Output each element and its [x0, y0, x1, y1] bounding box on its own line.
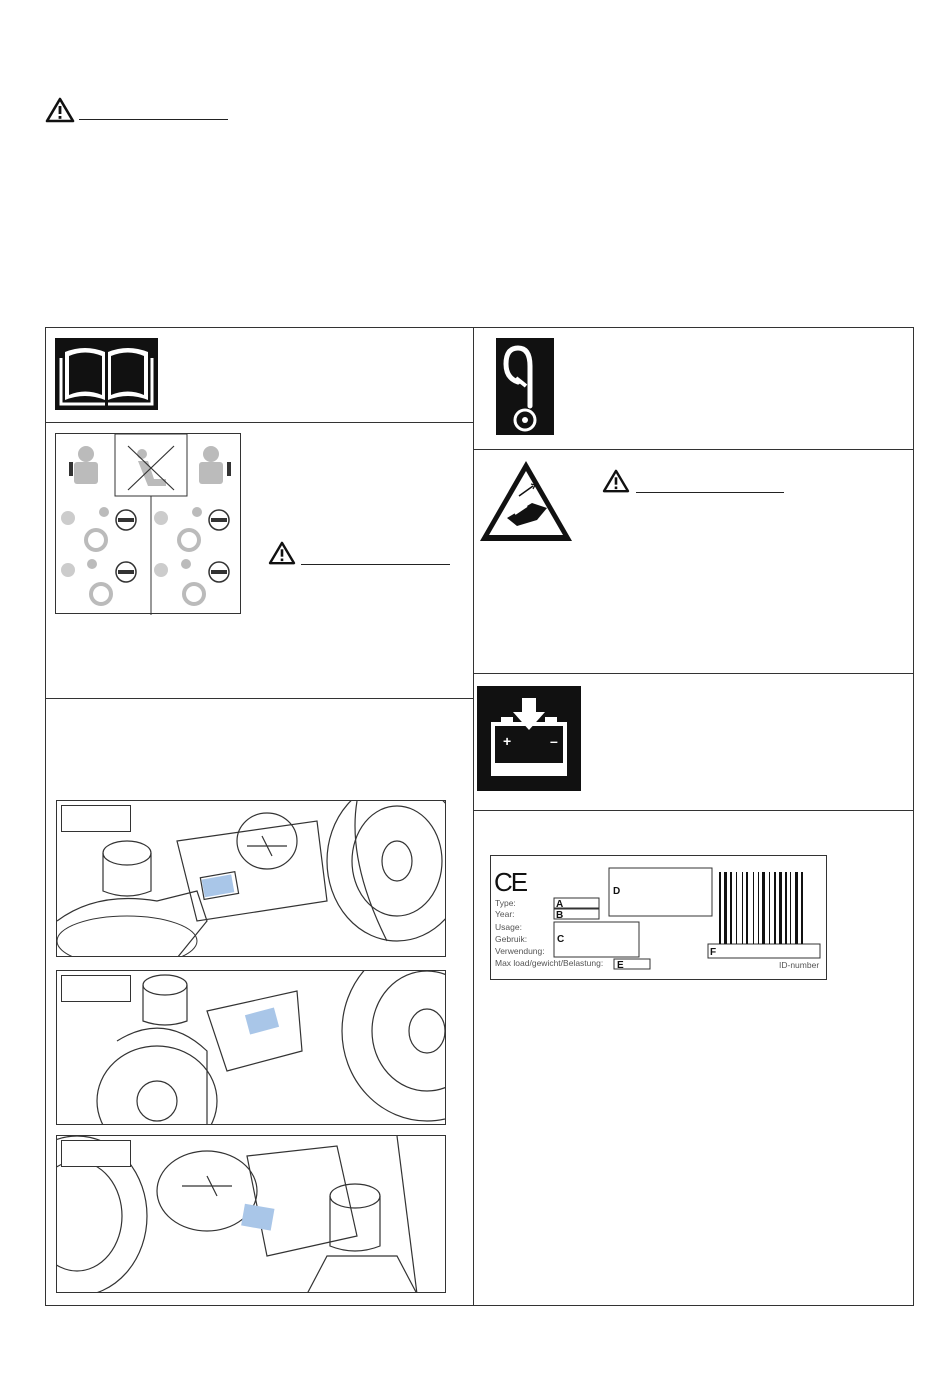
row-divider: [473, 449, 914, 450]
freewheel-lever-diagram: [55, 433, 241, 614]
battery-photo-1: [56, 800, 446, 957]
warning-icon: [268, 541, 296, 570]
barcode-bar: [730, 872, 732, 944]
barcode-bar: [795, 872, 798, 944]
warning-line: [636, 492, 784, 493]
barcode-bar: [769, 872, 770, 944]
ce-mark: CE: [494, 867, 527, 897]
barcode-bar: [774, 872, 776, 944]
warning-line: [301, 564, 450, 565]
header-warning-line: [79, 119, 228, 120]
svg-text:+: +: [503, 733, 512, 749]
field-usage: Usage:: [495, 922, 522, 932]
barcode-bar: [801, 872, 803, 944]
row-divider: [473, 673, 914, 674]
box-b: B: [556, 910, 564, 921]
warning-icon: [602, 469, 630, 498]
barcode-bar: [790, 872, 791, 944]
barcode-bar: [742, 872, 743, 944]
row-divider: [45, 698, 474, 699]
box-c: C: [557, 934, 565, 945]
barcode-bar: [724, 872, 727, 944]
box-a: A: [556, 899, 564, 910]
rating-label: [490, 855, 827, 980]
field-type: Type:: [495, 898, 516, 908]
id-number-label: ID-number: [779, 960, 820, 970]
battery-photo-2: [56, 970, 446, 1125]
barcode-bar: [785, 872, 787, 944]
box-e: E: [617, 960, 624, 971]
svg-text:–: –: [550, 733, 558, 749]
field-verwendung: Verwendung:: [495, 946, 545, 956]
row-divider: [45, 422, 474, 423]
battery-charge-icon: [477, 686, 581, 791]
header-warning-icon: [45, 97, 75, 128]
photo-tag: [61, 975, 131, 1002]
box-d: D: [613, 886, 621, 897]
barcode-bar: [758, 872, 759, 944]
hook-icon: [496, 338, 554, 435]
field-year: Year:: [495, 909, 515, 919]
barcode-bar: [762, 872, 765, 944]
barcode-bar: [719, 872, 721, 944]
row-divider: [473, 810, 914, 811]
box-f: F: [710, 947, 717, 958]
photo-tag: [61, 805, 131, 832]
field-gebruik: Gebruik:: [495, 934, 528, 944]
barcode-bar: [753, 872, 754, 944]
barcode-bar: [746, 872, 748, 944]
barcode: [719, 872, 803, 944]
barcode-bar: [779, 872, 782, 944]
battery-photo-3: [56, 1135, 446, 1293]
barcode-bar: [736, 872, 737, 944]
book-icon: [55, 338, 158, 410]
hand-pinch-warning-icon: [477, 458, 575, 544]
photo-tag: [61, 1140, 131, 1167]
field-max-load: Max load/gewicht/Belastung:: [495, 958, 604, 968]
table-divider: [473, 327, 474, 1306]
